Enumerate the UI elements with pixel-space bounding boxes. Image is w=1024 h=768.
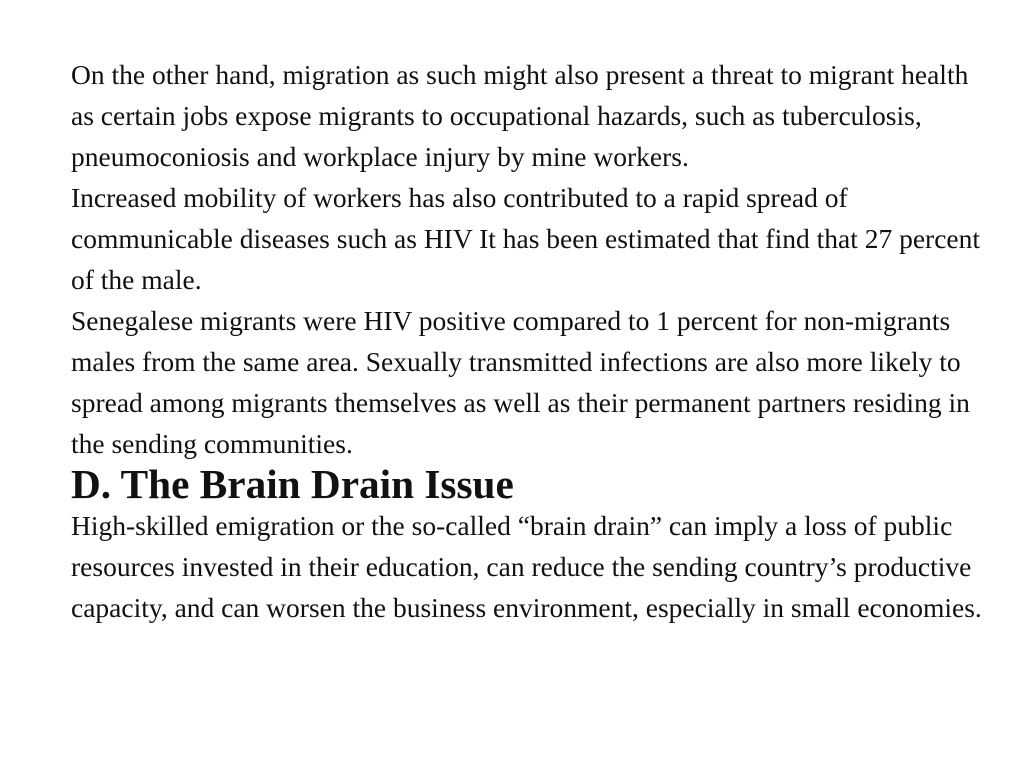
paragraph-migrant-health: On the other hand, migration as such might also present a threat to migrant health as certain jobs expose migrants to occupational hazards, such as tuberculosis, pneumoconiosis and workplace injury by mine workers. xyxy=(71,59,969,172)
paragraph-hiv-comparison: Senegalese migrants were HIV positive compared to 1 percent for non-migrants males from the same area. Sexually transmitted infections are also more likely to spread among migrants themselves as well as their permanent partners residing in the sending communities. xyxy=(71,305,970,459)
paragraph-worker-mobility: Increased mobility of workers has also contributed to a rapid spread of communicable diseases such as HIV It has been estimated that find that 27 percent of the male. xyxy=(71,182,981,295)
section-heading: D. The Brain Drain Issue xyxy=(71,461,514,507)
paragraph-brain-drain: High-skilled emigration or the so-called “brain drain” can imply a loss of public resources invested in their education, can reduce the sending country’s productive capacity, and can worsen the business environment, especially in small economies. xyxy=(71,510,982,623)
slide-body xyxy=(71,54,991,628)
